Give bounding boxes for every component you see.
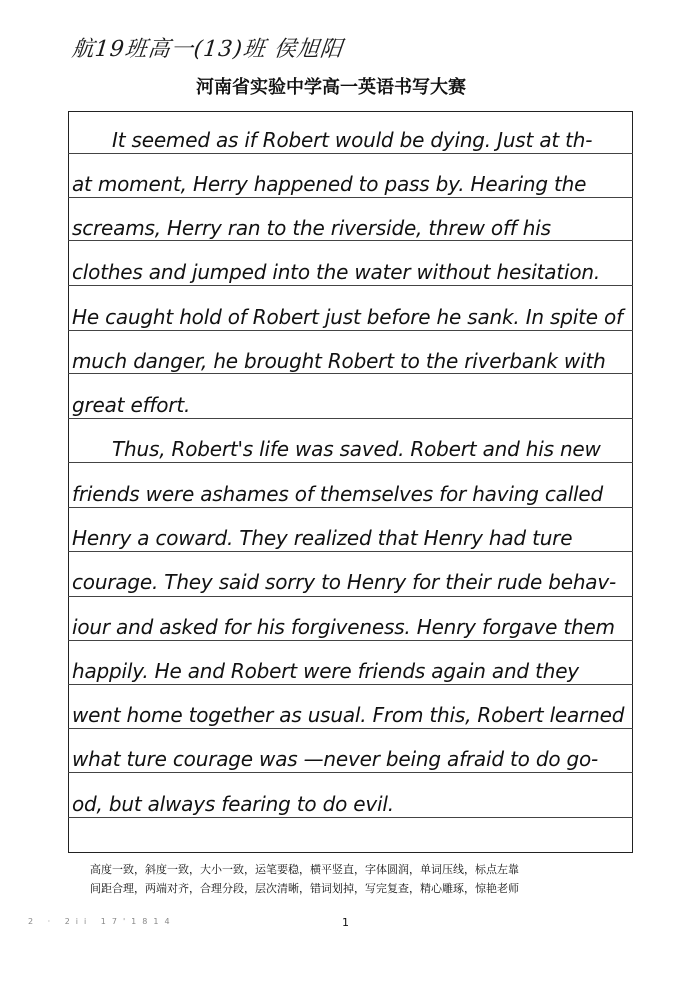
essay-line: screams, Herry ran to the riverside, threw off his — [72, 216, 551, 240]
essay-line: Thus, Robert's life was saved. Robert and his new — [112, 437, 601, 461]
essay-line: at moment, Herry happened to pass by. Hearing the — [72, 172, 587, 196]
essay-line: great effort. — [72, 393, 191, 417]
essay-line: went home together as usual. From this, Robert learned — [72, 703, 625, 727]
writing-guidelines-line-1: 高度一致，斜度一致，大小一致，运笔要稳，横平竖直，字体圆润，单词压线，标点左靠 — [90, 863, 519, 876]
essay-line: Henry a coward. They realized that Henry had ture — [72, 526, 573, 550]
essay-line: clothes and jumped into the water without hesitation. — [72, 260, 600, 284]
essay-line: courage. They said sorry to Henry for their rude behav- — [72, 570, 617, 594]
scan-mark: 2 · 2ii 17'1814 — [28, 917, 176, 926]
essay-line: much danger, he brought Robert to the riverbank with — [72, 349, 606, 373]
writing-guidelines-line-2: 间距合理，两端对齐，合理分段，层次清晰，错词划掉，写完复查，精心雕琢，惊艳老师 — [90, 882, 519, 895]
essay-line: friends were ashames of themselves for having called — [72, 482, 604, 506]
student-info: 航19班高一(13)班 侯旭阳 — [70, 37, 345, 62]
essay-line: iour and asked for his forgiveness. Henry forgave them — [72, 615, 615, 639]
contest-title: 河南省实验中学高一英语书写大赛 — [196, 77, 466, 98]
essay-line: It seemed as if Robert would be dying. Just at th- — [112, 128, 593, 152]
essay-line: happily. He and Robert were friends again and they — [72, 659, 579, 683]
essay-line: od, but always fearing to do evil. — [72, 792, 394, 816]
page-number: 1 — [342, 916, 349, 929]
essay-line: He caught hold of Robert just before he sank. In spite of — [72, 305, 623, 329]
essay-line: what ture courage was —never being afraid to do go- — [72, 747, 599, 771]
